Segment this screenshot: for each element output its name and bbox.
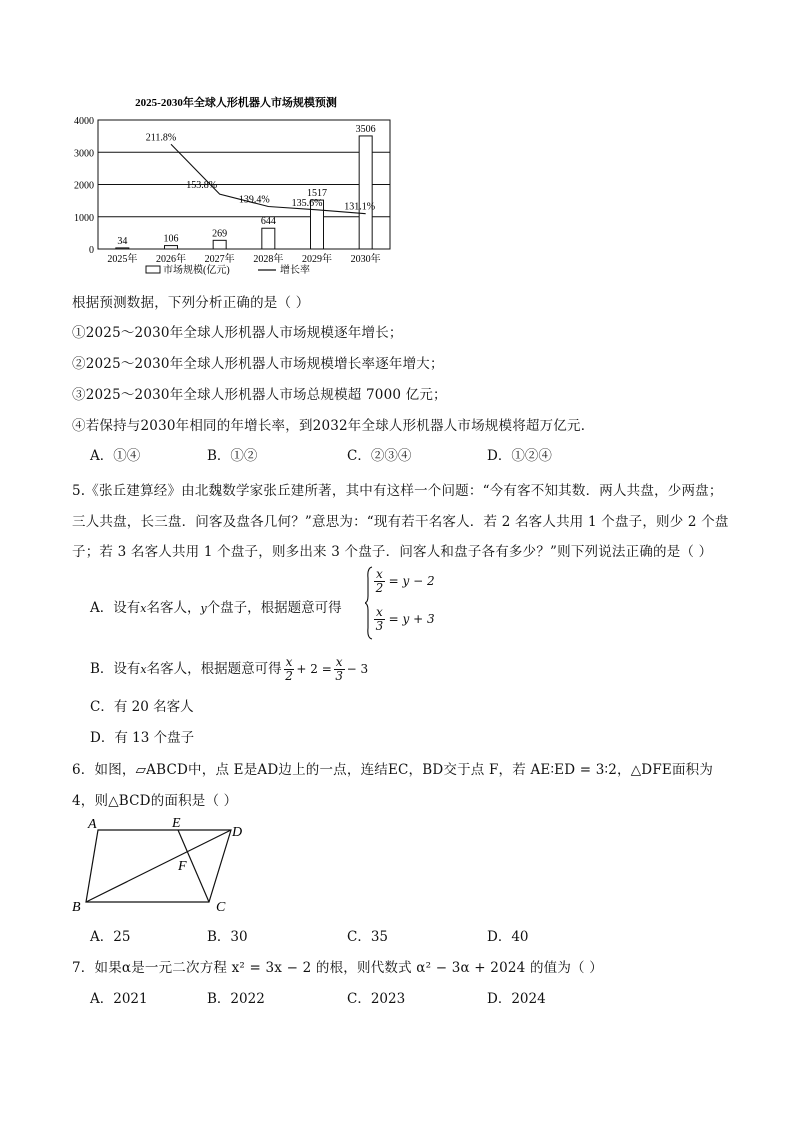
left-brace-icon (365, 566, 373, 640)
legend-bar-swatch (146, 266, 160, 273)
bar (116, 248, 129, 249)
q4-statement-4: ④若保持与2030年相同的年增长率，到2032年全球人形机器人市场规模将超万亿元． (72, 418, 595, 434)
q7-stem: 7．如果α是一元二次方程 x² = 3x − 2 的根，则代数式 α² − 3α + 2024 的值为（ ） (72, 960, 603, 976)
y-tick-label: 3000 (74, 148, 94, 160)
chart-title: 2025-2030年全球人形机器人市场规模预测 (135, 97, 337, 109)
x-tick-label: 2026年 (156, 254, 186, 265)
x-tick-label: 2029年 (302, 254, 332, 265)
growth-rate-label: 135.6% (291, 197, 323, 209)
q7-option-c[interactable]: C．2023 (347, 991, 406, 1007)
q4-statement-1: ①2025～2030年全球人形机器人市场规模逐年增长； (72, 325, 403, 341)
bar (359, 136, 372, 249)
bar (213, 240, 226, 249)
bar-value-label: 1517 (307, 188, 327, 200)
y-tick-label: 0 (89, 245, 94, 256)
growth-rate-label: 139.4% (238, 194, 270, 206)
diagonal-bd (86, 830, 231, 902)
bar-value-label: 3506 (355, 123, 376, 135)
x-tick-label: 2028年 (253, 254, 284, 265)
q6-option-a[interactable]: A．25 (90, 929, 131, 945)
q5-option-b[interactable]: B．设有x名客人，根据题意可得 $\frac{x}{2}$ + 2 = $\frac{x}{3}$ − 3 (90, 655, 369, 683)
y-tick-label: 2000 (74, 180, 94, 192)
q7-option-a[interactable]: A．2021 (90, 991, 148, 1007)
y-tick-label: 1000 (74, 212, 94, 224)
bar-value-label: 269 (212, 228, 228, 240)
legend-line-label: 增长率 (280, 265, 310, 276)
q4-option-c[interactable]: C．②③④ (347, 448, 412, 464)
q5-line-2: 三人共盘，长三盘．问客及盘各几何？”意思为：“现有若干名客人．若 2 名客人共用 1 个盘子，则少 2 个盘 (72, 514, 729, 530)
growth-rate-label: 211.8% (145, 132, 177, 144)
growth-rate-label: 131.1% (344, 201, 376, 213)
q5-line-3: 子；若 3 名客人共用 1 个盘子，则多出来 3 个盘子．问客人和盘子各有多少？”则下列说法正确的是（ ） (72, 544, 713, 560)
x-tick-label: 2025年 (107, 254, 138, 265)
label-e: E (172, 816, 181, 831)
y-tick-label: 4000 (74, 116, 94, 127)
q4-statement-3: ③2025～2030年全球人形机器人市场总规模超 7000 亿元； (72, 387, 447, 403)
label-c: C (216, 900, 226, 914)
q7-option-b[interactable]: B．2022 (207, 991, 265, 1007)
label-a: A (88, 817, 97, 832)
growth-rate-label: 153.8% (186, 180, 218, 192)
bar-value-label: 106 (163, 233, 179, 245)
bar-value-label: 644 (260, 216, 276, 228)
q5-equation-system: $\frac{x}{2}$ = y − 2 $\frac{x}{3}$ = y + 3 (365, 566, 437, 640)
q6-line-1: 6．如图，▱ABCD中，点 E是AD边上的一点，连结EC，BD交于点 F，若 AE∶ED = 3∶2，△DFE面积为 (72, 762, 714, 778)
label-b: B (72, 900, 81, 914)
x-tick-label: 2027年 (204, 254, 235, 265)
bar-value-label: 34 (117, 235, 128, 247)
q6-option-c[interactable]: C．35 (347, 929, 389, 945)
market-chart (60, 88, 400, 283)
q7-option-d[interactable]: D．2024 (487, 991, 546, 1007)
x-tick-label: 2030年 (350, 254, 381, 265)
label-d: D (232, 825, 243, 840)
bar (165, 246, 178, 249)
q4-option-b[interactable]: B．①② (207, 448, 258, 464)
q4-statement-2: ②2025～2030年全球人形机器人市场规模增长率逐年增大； (72, 356, 444, 372)
q4-option-a[interactable]: A．①④ (90, 448, 141, 464)
label-f: F (178, 859, 187, 874)
q5-option-a[interactable]: A．设有x名客人，y个盘子，根据题意可得 (90, 600, 342, 616)
q5-option-c[interactable]: C．有 20 名客人 (90, 699, 194, 715)
q4-option-d[interactable]: D．①②④ (487, 448, 552, 464)
parallelogram-figure (66, 814, 266, 914)
q5-option-d[interactable]: D．有 13 个盘子 (90, 730, 195, 746)
q4-stem: 根据预测数据，下列分析正确的是（ ） (72, 295, 310, 311)
q5-line-1: 5.《张丘建算经》由北魏数学家张丘建所著，其中有这样一个问题：“今有客不知其数．两人共盘，少两盘； (72, 483, 723, 499)
legend-bar-label: 市场规模(亿元) (163, 265, 230, 276)
q6-option-b[interactable]: B．30 (207, 929, 248, 945)
bar (262, 228, 275, 249)
q6-line-2: 4，则△BCD的面积是（ ） (72, 793, 238, 809)
q6-option-d[interactable]: D．40 (487, 929, 529, 945)
